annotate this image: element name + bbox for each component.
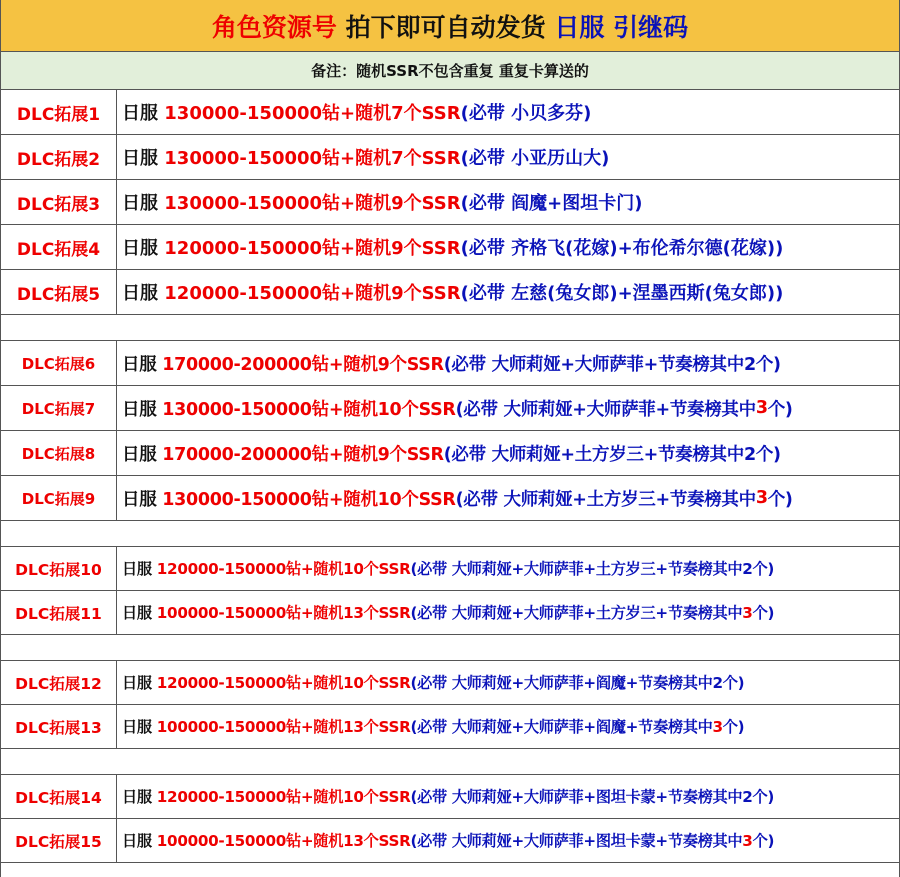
row-must-have: (必带 大师莉娅+大师萨菲+阎魔+节奏榜其中: [410, 718, 713, 736]
row-description: [117, 180, 899, 224]
row-server: 日服: [122, 354, 157, 375]
row-end: 个): [752, 832, 775, 850]
row-must-have: (必带 大师莉娅+大师萨菲+土方岁三+节奏榜其中: [410, 604, 743, 622]
row-description: [117, 547, 899, 590]
row-description: [117, 476, 899, 520]
row-must-have: (必带 大师莉娅+大师萨菲+节奏榜其中2个): [443, 354, 781, 375]
row-description: [117, 775, 899, 818]
row-gems: 170000-200000钻+随机9个SSR: [162, 444, 444, 465]
row-end: 个): [752, 604, 775, 622]
table-row: [1, 547, 899, 591]
table-row: [1, 431, 899, 476]
row-gems: 100000-150000钻+随机13个SSR: [156, 832, 411, 850]
row-label: DLC拓展11: [1, 591, 117, 634]
row-must-have: (必带 大师莉娅+土方岁三+节奏榜其中: [455, 489, 756, 510]
row-description: [117, 661, 899, 704]
row-gems: 170000-200000钻+随机9个SSR: [162, 354, 444, 375]
row-description: [117, 386, 899, 430]
row-server: 日服: [122, 604, 152, 622]
row-server: 日服: [122, 560, 152, 578]
spacer-row: [1, 635, 899, 661]
row-description: [117, 341, 899, 385]
note-row: [1, 52, 899, 90]
row-end: 个): [767, 399, 793, 420]
row-must-have: (必带 大师莉娅+大师萨菲+土方岁三+节奏榜其中2个): [410, 560, 775, 578]
row-gems: 130000-150000钻+随机9个SSR: [164, 193, 461, 214]
row-server: 日服: [122, 788, 152, 806]
table-row: [1, 775, 899, 819]
row-label: DLC拓展12: [1, 661, 117, 704]
row-label: DLC拓展9: [1, 476, 117, 520]
row-server: 日服: [122, 238, 158, 259]
row-description: [117, 90, 899, 134]
row-must-have: (必带 大师莉娅+大师萨菲+节奏榜其中: [455, 399, 756, 420]
row-description: [117, 431, 899, 475]
row-must-have: (必带 大师莉娅+大师萨菲+阎魔+节奏榜其中2个): [410, 674, 745, 692]
table-row: [1, 476, 899, 521]
table-row: [1, 270, 899, 315]
table-row: [1, 135, 899, 180]
row-server: 日服: [122, 832, 152, 850]
spacer-row: [1, 749, 899, 775]
row-label: DLC拓展3: [1, 180, 117, 224]
table-row: [1, 180, 899, 225]
row-server: 日服: [122, 718, 152, 736]
row-server: 日服: [122, 148, 158, 169]
row-description: [117, 135, 899, 179]
row-must-have: (必带 阎魔+图坦卡门): [460, 193, 643, 214]
table-row: [1, 705, 899, 749]
row-gems: 130000-150000钻+随机7个SSR: [164, 148, 461, 169]
row-label: DLC拓展1: [1, 90, 117, 134]
row-server: 日服: [122, 444, 157, 465]
row-label: DLC拓展13: [1, 705, 117, 748]
row-label: DLC拓展4: [1, 225, 117, 269]
row-server: 日服: [122, 489, 157, 510]
table-row: [1, 341, 899, 386]
row-count: 3: [742, 603, 753, 622]
title-part3: 日服 引继码: [554, 12, 689, 42]
row-server: 日服: [122, 193, 158, 214]
row-gems: 120000-150000钻+随机9个SSR: [164, 283, 461, 304]
row-label: DLC拓展5: [1, 270, 117, 314]
row-label: DLC拓展10: [1, 547, 117, 590]
row-gems: 100000-150000钻+随机13个SSR: [156, 718, 411, 736]
row-description: [117, 819, 899, 862]
row-gems: 100000-150000钻+随机13个SSR: [156, 604, 411, 622]
row-label: DLC拓展14: [1, 775, 117, 818]
spacer-row: [1, 315, 899, 341]
title-part1: 角色资源号: [211, 12, 337, 42]
row-label: DLC拓展7: [1, 386, 117, 430]
table-row: [1, 661, 899, 705]
row-label: DLC拓展15: [1, 819, 117, 862]
row-must-have: (必带 左慈(兔女郎)+涅墨西斯(兔女郎)): [460, 283, 784, 304]
table-row: [1, 386, 899, 431]
row-gems: 120000-150000钻+随机9个SSR: [164, 238, 461, 259]
row-gems: 130000-150000钻+随机10个SSR: [162, 399, 456, 420]
row-server: 日服: [122, 674, 152, 692]
row-label: DLC拓展6: [1, 341, 117, 385]
row-must-have: (必带 齐格飞(花嫁)+布伦希尔德(花嫁)): [460, 238, 784, 259]
table-row: [1, 90, 899, 135]
title-banner: [1, 0, 899, 52]
row-end: 个): [767, 489, 793, 510]
row-must-have: (必带 小贝多芬): [460, 103, 592, 124]
row-server: 日服: [122, 283, 158, 304]
row-must-have: (必带 大师莉娅+大师萨菲+图坦卡蒙+节奏榜其中2个): [410, 788, 775, 806]
row-gems: 130000-150000钻+随机7个SSR: [164, 103, 461, 124]
row-label: DLC拓展8: [1, 431, 117, 475]
table-row: [1, 819, 899, 863]
row-count: 3: [755, 398, 768, 418]
table-row: [1, 591, 899, 635]
row-label: DLC拓展2: [1, 135, 117, 179]
row-must-have: (必带 大师莉娅+大师萨菲+图坦卡蒙+节奏榜其中: [410, 832, 743, 850]
table-row: [1, 225, 899, 270]
note-text: 备注：随机SSR不包含重复 重复卡算送的: [311, 62, 589, 80]
title-part2: 拍下即可自动发货: [336, 12, 555, 42]
row-gems: 120000-150000钻+随机10个SSR: [156, 788, 411, 806]
row-must-have: (必带 小亚历山大): [460, 148, 610, 169]
row-count: 3: [755, 488, 768, 508]
row-count: 3: [742, 831, 753, 850]
row-server: 日服: [122, 103, 158, 124]
row-end: 个): [722, 718, 745, 736]
row-description: [117, 591, 899, 634]
row-must-have: (必带 大师莉娅+土方岁三+节奏榜其中2个): [443, 444, 781, 465]
row-description: [117, 270, 899, 314]
spacer-row: [1, 521, 899, 547]
row-server: 日服: [122, 399, 157, 420]
row-gems: 120000-150000钻+随机10个SSR: [156, 560, 411, 578]
row-description: [117, 225, 899, 269]
row-gems: 130000-150000钻+随机10个SSR: [162, 489, 456, 510]
row-count: 3: [712, 717, 723, 736]
row-description: [117, 705, 899, 748]
row-gems: 120000-150000钻+随机10个SSR: [156, 674, 411, 692]
